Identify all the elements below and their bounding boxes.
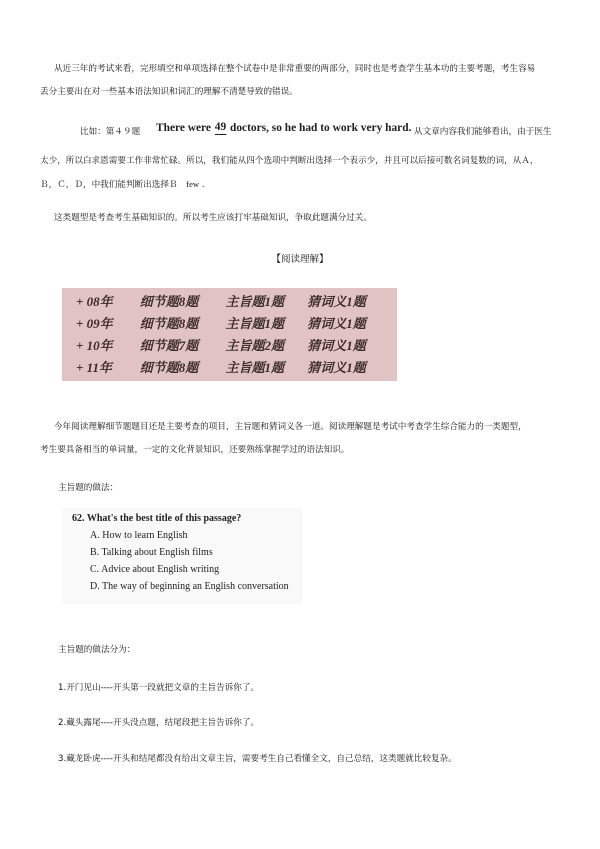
question-image	[62, 508, 302, 604]
example-blank: 49	[214, 119, 227, 133]
stat-row: + 09年 细节题8题 主旨题1题 猜词义1题	[76, 316, 366, 331]
option-d: D. The way of beginning an English conversation	[90, 581, 289, 592]
methods-heading: 主旨题的做法分为：	[58, 645, 136, 655]
example-sentence-end: doctors, so he had to work very hard.	[229, 119, 412, 134]
conclusion-text: 这类题型是考查考生基础知识的。所以考生应该打牢基础知识，争取此题满分过关。	[54, 213, 372, 223]
section-title: 【阅读理解】	[271, 254, 329, 265]
intro-line-1: 从近三年的考试来看，完形填空和单项选择在整个试卷中是非常重要的两部分，同时也是考查学生基本功的主要考题，考生容易	[54, 64, 536, 74]
method-item: 2.藏头露尾----开头没点题，结尾段把主旨告诉你了。	[58, 718, 260, 728]
option-a: A. How to learn English	[90, 530, 188, 541]
method-item: 3.藏龙卧虎----开头和结尾都没有给出文章主旨，需要考生自己看懂全文，自己总结，这类题就比较复杂。	[58, 754, 457, 764]
option-c: C. Advice about English writing	[90, 564, 220, 575]
stat-row: + 10年 细节题7题 主旨题2题 猜词义1题	[76, 338, 366, 353]
exam-stats-image	[62, 288, 397, 381]
example-prefix: 比如：第４９题	[80, 127, 141, 137]
example-suffix: 从文章内容我们能够看出，由于医生	[414, 127, 552, 137]
intro-line-2: 丢分主要出在对一些基本语法知识和词汇的理解不清楚导致的错误。	[40, 87, 298, 97]
question-stem: 62. What's the best title of this passage?	[72, 513, 242, 524]
stat-row: + 08年 细节题8题 主旨题1题 猜词义1题	[76, 294, 366, 309]
example-line-3-end: .	[201, 180, 205, 190]
main-idea-heading: 主旨题的做法：	[58, 483, 119, 493]
option-b: B. Talking about English films	[90, 547, 213, 558]
example-sentence-start: There were	[156, 119, 211, 134]
answer-word: few	[186, 179, 200, 189]
example-line-3	[40, 173, 565, 197]
reading-paragraph	[40, 416, 565, 462]
reading-line-1: 今年阅读理解细节题题目还是主要考查的项目，主旨题和猜词义各一道。阅读理解题是考试中考查学生综合能力的一类题型，	[54, 422, 527, 432]
intro-paragraph	[40, 58, 565, 104]
example-explanation	[40, 150, 565, 197]
example-sentence-image	[156, 117, 412, 137]
example-line-3-text: Ｂ，Ｃ，Ｄ，中我们能判断出选择Ｂ	[40, 180, 178, 190]
method-item: 1.开门见山----开头第一段就把文章的主旨告诉你了。	[58, 683, 260, 693]
example-line-2: 太少，所以白求恩需要工作非常忙碌。所以，我们能从四个选项中判断出选择一个表示少，并且可以后接可数名词复数的词，从Ａ，	[40, 156, 539, 166]
stat-row: + 11年 细节题8题 主旨题1题 猜词义1题	[76, 360, 366, 375]
reading-line-2: 考生要具备相当的单词量，一定的文化背景知识，还要熟练掌握学过的语法知识。	[40, 445, 350, 455]
